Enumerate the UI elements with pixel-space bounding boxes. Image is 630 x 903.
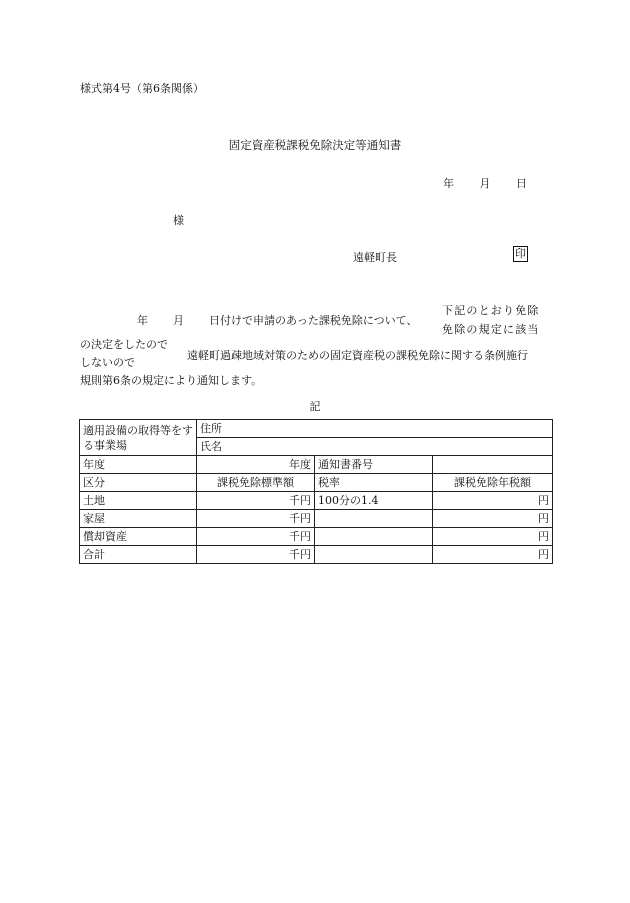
table-row-year	[80, 456, 553, 474]
date-month: 月	[479, 177, 491, 190]
row-standard-amount: 千円	[197, 510, 315, 528]
intro-day-text: 日付けで申請のあった課税免除について、	[209, 314, 418, 327]
table-row	[80, 546, 553, 564]
row-standard-amount: 千円	[197, 492, 315, 510]
name-label: 氏名	[197, 438, 553, 456]
header-standard-amount: 課税免除標準額	[197, 474, 315, 492]
table-row	[80, 528, 553, 546]
header-tax-rate: 税率	[315, 474, 433, 492]
date-year: 年	[443, 177, 454, 190]
decision-text-2: しないので	[80, 356, 135, 369]
row-annual-tax: 円	[433, 528, 553, 546]
notice-number-value	[433, 456, 553, 474]
row-annual-tax: 円	[433, 510, 553, 528]
row-tax-rate	[315, 510, 433, 528]
fiscal-year-value: 年度	[197, 456, 315, 474]
address-label: 住所	[197, 420, 553, 438]
issuer-title: 遠軽町長	[353, 251, 397, 264]
table-header-row	[80, 474, 553, 492]
row-category: 償却資産	[80, 528, 197, 546]
intro-month: 月	[173, 314, 184, 327]
ordinance-text: 遠軽町過疎地域対策のための固定資産税の課税免除に関する条例施行	[187, 349, 528, 362]
application-date	[137, 312, 417, 328]
recipient-honorific: 様	[173, 214, 184, 227]
header-annual-tax: 課税免除年税額	[433, 474, 553, 492]
table-row	[80, 492, 553, 510]
row-category: 家屋	[80, 510, 197, 528]
row-category: 合計	[80, 546, 197, 564]
row-annual-tax: 円	[433, 492, 553, 510]
intro-year: 年	[137, 314, 148, 327]
decision-option-applicable: 免除の規定に該当	[442, 323, 540, 336]
decision-option-exempt: 下記のとおり免除	[442, 304, 540, 317]
form-number: 様式第4号（第6条関係）	[80, 82, 204, 95]
row-standard-amount: 千円	[197, 546, 315, 564]
exemption-table	[79, 419, 553, 564]
notice-date	[421, 175, 527, 191]
seal-mark: 印	[515, 247, 526, 260]
table-row	[80, 510, 553, 528]
decision-text-1: の決定をしたので	[80, 338, 168, 351]
row-standard-amount: 千円	[197, 528, 315, 546]
header-category: 区分	[80, 474, 197, 492]
business-label: 適用設備の取得等をする事業場	[80, 420, 197, 456]
closing-text: 規則第6条の規定により通知します。	[80, 374, 263, 387]
fiscal-year-label: 年度	[80, 456, 197, 474]
row-category: 土地	[80, 492, 197, 510]
row-tax-rate	[315, 546, 433, 564]
table-row-address	[80, 420, 553, 438]
row-annual-tax: 円	[433, 546, 553, 564]
row-tax-rate	[315, 528, 433, 546]
notice-number-label: 通知書番号	[315, 456, 433, 474]
date-day: 日	[516, 177, 527, 190]
document-title: 固定資産税課税免除決定等通知書	[228, 138, 402, 152]
ki-heading: 記	[309, 400, 321, 413]
row-tax-rate: 100分の1.4	[315, 492, 433, 510]
